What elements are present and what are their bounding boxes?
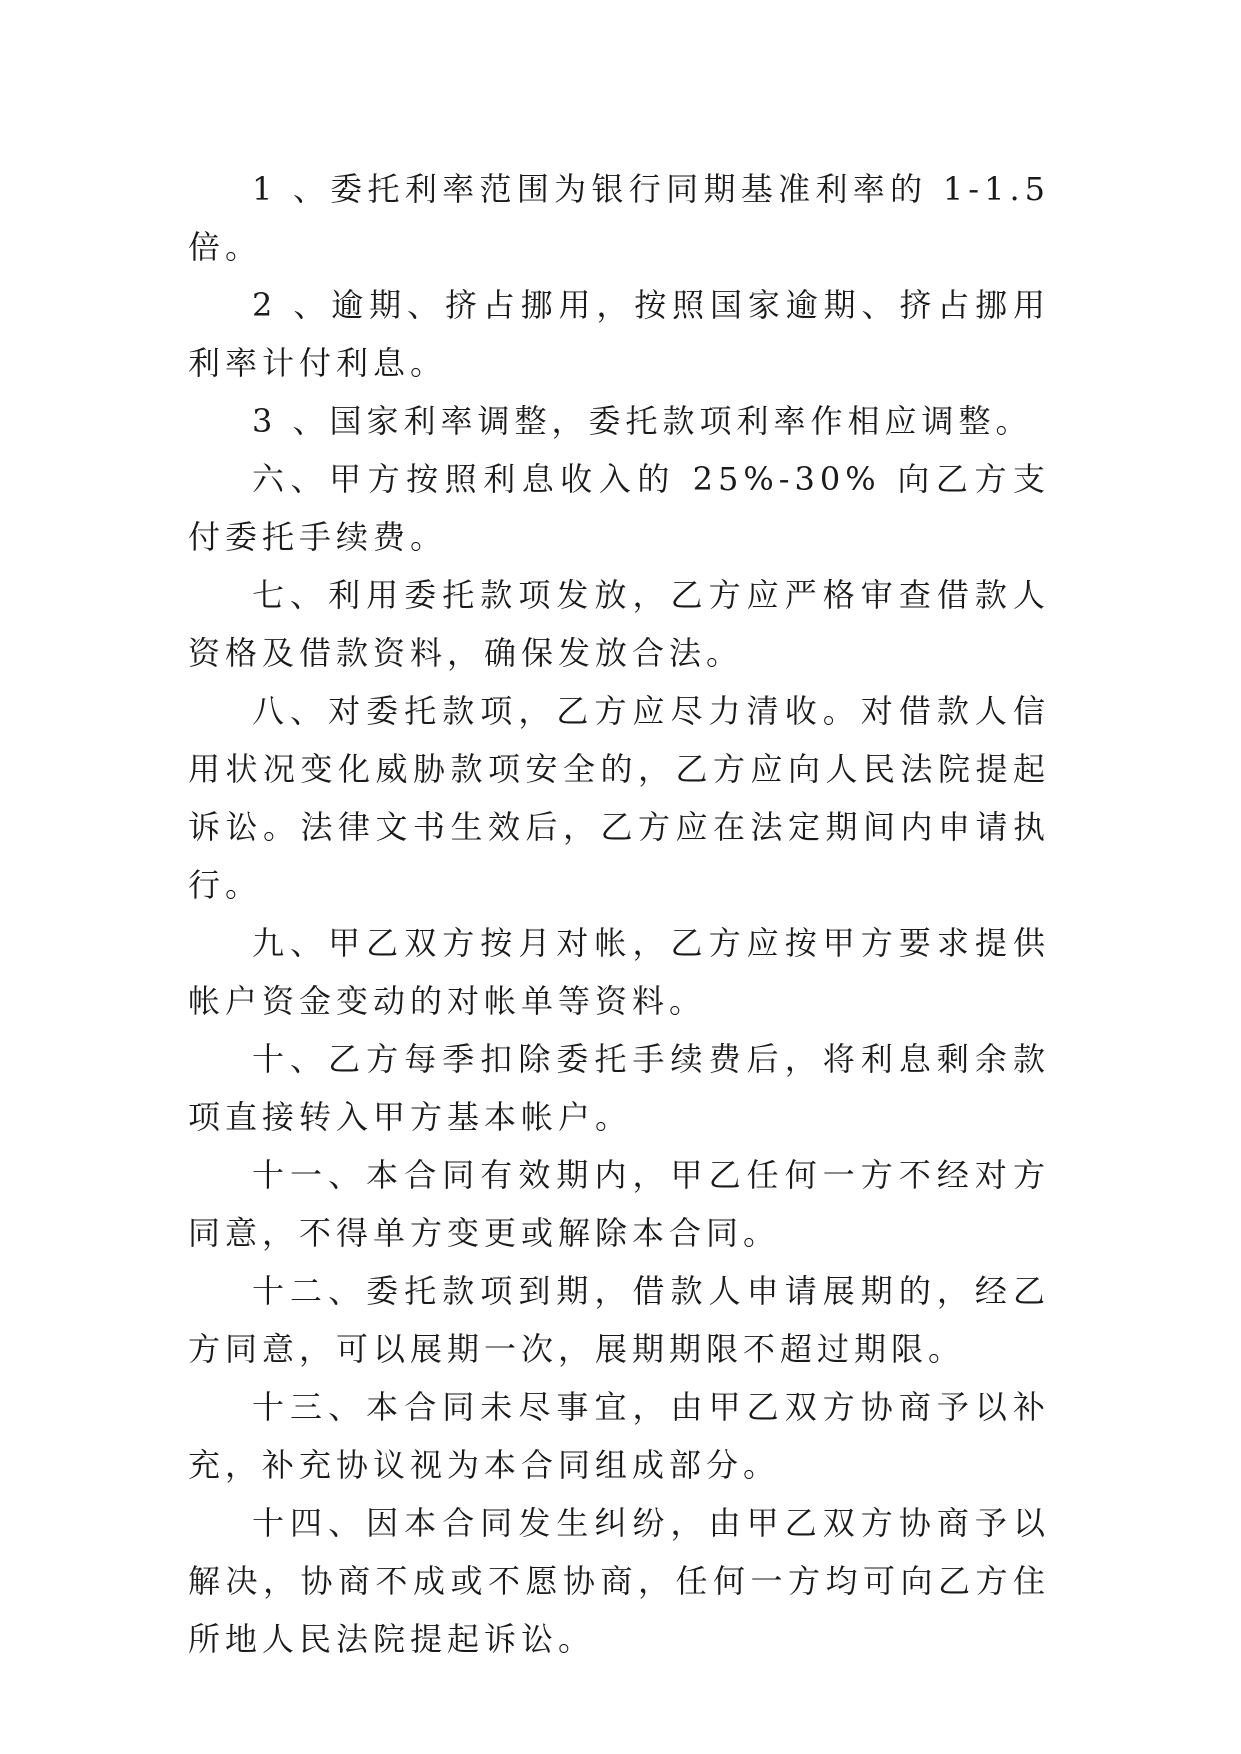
clause-twelve-extension: 十二、委托款项到期，借款人申请展期的，经乙方同意，可以展期一次，展期期限不超过期限。 <box>188 1272 1050 1368</box>
clause-nine-reconciliation: 九、甲乙双方按月对帐，乙方应按甲方要求提供帐户资金变动的对帐单等资料。 <box>188 924 1050 1020</box>
clause-interest-range: 1 、委托利率范围为银行同期基准利率的 1-1.5 倍。 <box>188 170 1050 266</box>
clause-overdue-interest: 2 、逾期、挤占挪用，按照国家逾期、挤占挪用利率计付利息。 <box>188 286 1050 382</box>
clause-fourteen-disputes: 十四、因本合同发生纠纷，由甲乙双方协商予以解决，协商不成或不愿协商，任何一方均可向乙方住所地人民法院提起诉讼。 <box>188 1504 1050 1658</box>
clause-eight-collection: 八、对委托款项，乙方应尽力清收。对借款人信用状况变化威胁款项安全的，乙方应向人民法院提起诉讼。法律文书生效后，乙方应在法定期间内申请执行。 <box>188 692 1050 904</box>
clause-eleven-validity: 十一、本合同有效期内，甲乙任何一方不经对方同意，不得单方变更或解除本合同。 <box>188 1156 1050 1252</box>
clause-seven-review: 七、利用委托款项发放，乙方应严格审查借款人资格及借款资料，确保发放合法。 <box>188 576 1050 672</box>
clause-thirteen-supplement: 十三、本合同未尽事宜，由甲乙双方协商予以补充，补充协议视为本合同组成部分。 <box>188 1388 1050 1484</box>
document-body <box>188 160 1050 1668</box>
clause-rate-adjustment: 3 、国家利率调整，委托款项利率作相应调整。 <box>252 402 1033 440</box>
clause-ten-transfer: 十、乙方每季扣除委托手续费后，将利息剩余款项直接转入甲方基本帐户。 <box>188 1040 1050 1136</box>
clause-six-fee: 六、甲方按照利息收入的 25%-30% 向乙方支付委托手续费。 <box>188 460 1050 556</box>
